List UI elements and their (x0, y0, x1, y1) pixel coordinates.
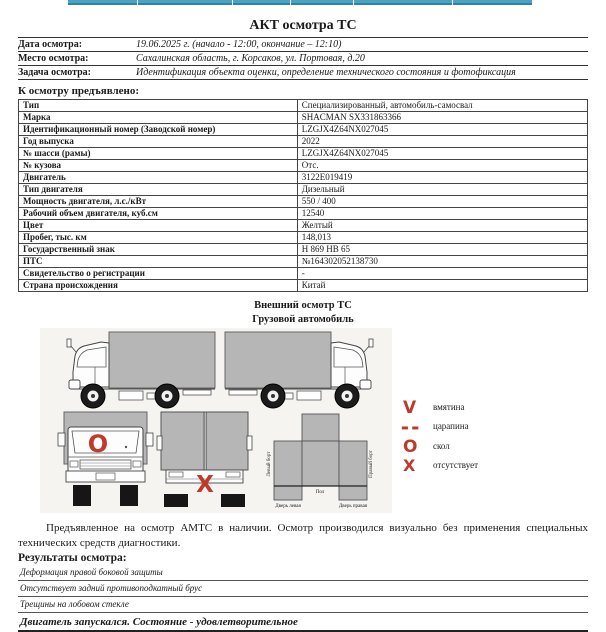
row-label: Тип двигателя (19, 184, 298, 196)
vehicle-diagram (18, 328, 588, 516)
row-label: № шасси (рамы) (19, 148, 298, 160)
legend-dent-icon: V (403, 398, 417, 419)
row-label: Цвет (19, 220, 298, 232)
row-value: Желтый (297, 220, 587, 232)
row-value: Отс. (297, 160, 587, 172)
table-row (19, 280, 588, 292)
row-label: № кузова (19, 160, 298, 172)
top-accent-bar-segment (354, 0, 452, 5)
table-row (19, 112, 588, 124)
legend-missing-icon: X (403, 456, 416, 476)
damage-legend (401, 398, 478, 475)
row-value: 148,013 (297, 232, 587, 244)
table-row (19, 124, 588, 136)
vehicle-data-table (18, 99, 588, 292)
header-value: 19.06.2025 г. (начало - 12:00, окончание – 12:10) (136, 39, 342, 50)
row-value: 12540 (297, 208, 587, 220)
front-wheel-right (120, 485, 138, 506)
row-value: 2022 (297, 136, 587, 148)
table-row (19, 196, 588, 208)
label-left-board: Левый борт (267, 451, 272, 477)
header-row-place (18, 52, 588, 66)
table-row (19, 100, 588, 112)
header-label: Дата осмотра: (18, 39, 83, 50)
top-accent-bar-segment (291, 0, 353, 5)
label-door-left: Дверь левая (275, 504, 301, 510)
row-value: 3122E019419 (297, 172, 587, 184)
row-label: Идентификационный номер (Заводской номер) (19, 124, 298, 136)
row-label: Страна происхождения (19, 280, 298, 292)
table-row (19, 232, 588, 244)
vehicle-diagram-svg (18, 328, 588, 516)
top-accent-bar-segment (453, 0, 532, 5)
table-row (19, 256, 588, 268)
header-value: Идентификация объекта оценки, определение технического состояния и фотофиксация (136, 67, 516, 78)
diagram-title-line1: Внешний осмотр ТС (254, 300, 352, 311)
table-row (19, 244, 588, 256)
damage-mark-missing-rear: X (196, 472, 214, 499)
legend-chip-label: скол (433, 441, 450, 452)
result-line: Трещины на лобовом стекле (18, 597, 588, 613)
header-row-date (18, 38, 588, 52)
table-row (19, 148, 588, 160)
legend-scratch-label: царапина (433, 421, 469, 432)
table-row (19, 208, 588, 220)
damage-mark-chip-windshield: O (87, 430, 109, 459)
row-value: LZGJX4Z64NX027045 (297, 148, 587, 160)
top-accent-bar-segment (138, 0, 232, 5)
table-row (19, 184, 588, 196)
row-label: Государственный знак (19, 244, 298, 256)
row-value: №164302052138730 (297, 256, 587, 268)
table-row (19, 268, 588, 280)
header-label: Задача осмотра: (18, 67, 91, 78)
row-value: SHACMAN SX331863366 (297, 112, 587, 124)
legend-chip-icon: O (403, 437, 418, 458)
table-row (19, 136, 588, 148)
inspection-conclusion-paragraph: Предъявленное на осмотр АМТС в наличии. Осмотр производился визуально без применения специальных технических средств диагностики. (18, 522, 588, 549)
rear-wheel-left (164, 494, 188, 507)
header-label: Место осмотра: (18, 53, 89, 64)
row-label: Год выпуска (19, 136, 298, 148)
row-label: ПТС (19, 256, 298, 268)
legend-missing-label: отсутствует (433, 460, 479, 471)
label-right-board: Правый борт (369, 450, 374, 479)
top-accent-bar-segment (68, 0, 137, 5)
header-value: Сахалинская область, г. Корсаков, ул. Портовая, д.20 (136, 53, 365, 64)
inspection-header-table (18, 37, 588, 80)
row-label: Свидетельство о регистрации (19, 268, 298, 280)
row-label: Рабочий объем двигателя, куб.см (19, 208, 298, 220)
row-label: Мощность двигателя, л.с./кВт (19, 196, 298, 208)
table-row (19, 172, 588, 184)
row-value: Н 869 НВ 65 (297, 244, 587, 256)
legend-scratch-icon: ▬ ▬ (401, 423, 419, 433)
header-row-task (18, 66, 588, 80)
row-value: LZGJX4Z64NX027045 (297, 124, 587, 136)
row-label: Марка (19, 112, 298, 124)
result-line: Деформация правой боковой защиты (18, 565, 588, 581)
row-label: Пробег, тыс. км (19, 232, 298, 244)
diagram-title-line2: Грузовой автомобиль (252, 313, 354, 325)
row-value: Специализированный, автомобиль-самосвал (297, 100, 587, 112)
row-value: Дизельный (297, 184, 587, 196)
row-value: 550 / 400 (297, 196, 587, 208)
diagram-title (18, 299, 588, 326)
row-value: Китай (297, 280, 587, 292)
rear-wheel-right (221, 494, 245, 507)
top-accent-bar (68, 0, 533, 4)
table-row (19, 160, 588, 172)
page-title: АКТ осмотра ТС (249, 18, 357, 33)
result-line: Отсутствует задний противоподкатный брус (18, 581, 588, 597)
top-accent-bar-segment (233, 0, 290, 5)
label-floor: Пол (315, 490, 325, 496)
label-door-right: Дверь правая (338, 504, 368, 510)
row-label: Тип (19, 100, 298, 112)
engine-status-line: Двигатель запускался. Состояние - удовлетворительное (18, 613, 588, 632)
results-heading: Результаты осмотра: (18, 552, 127, 565)
front-wheel-left (73, 485, 91, 506)
row-label: Двигатель (19, 172, 298, 184)
table-row (19, 220, 588, 232)
legend-dent-label: вмятина (433, 402, 465, 413)
presented-section-heading: К осмотру предъявлено: (18, 85, 140, 97)
row-value: - (297, 268, 587, 280)
